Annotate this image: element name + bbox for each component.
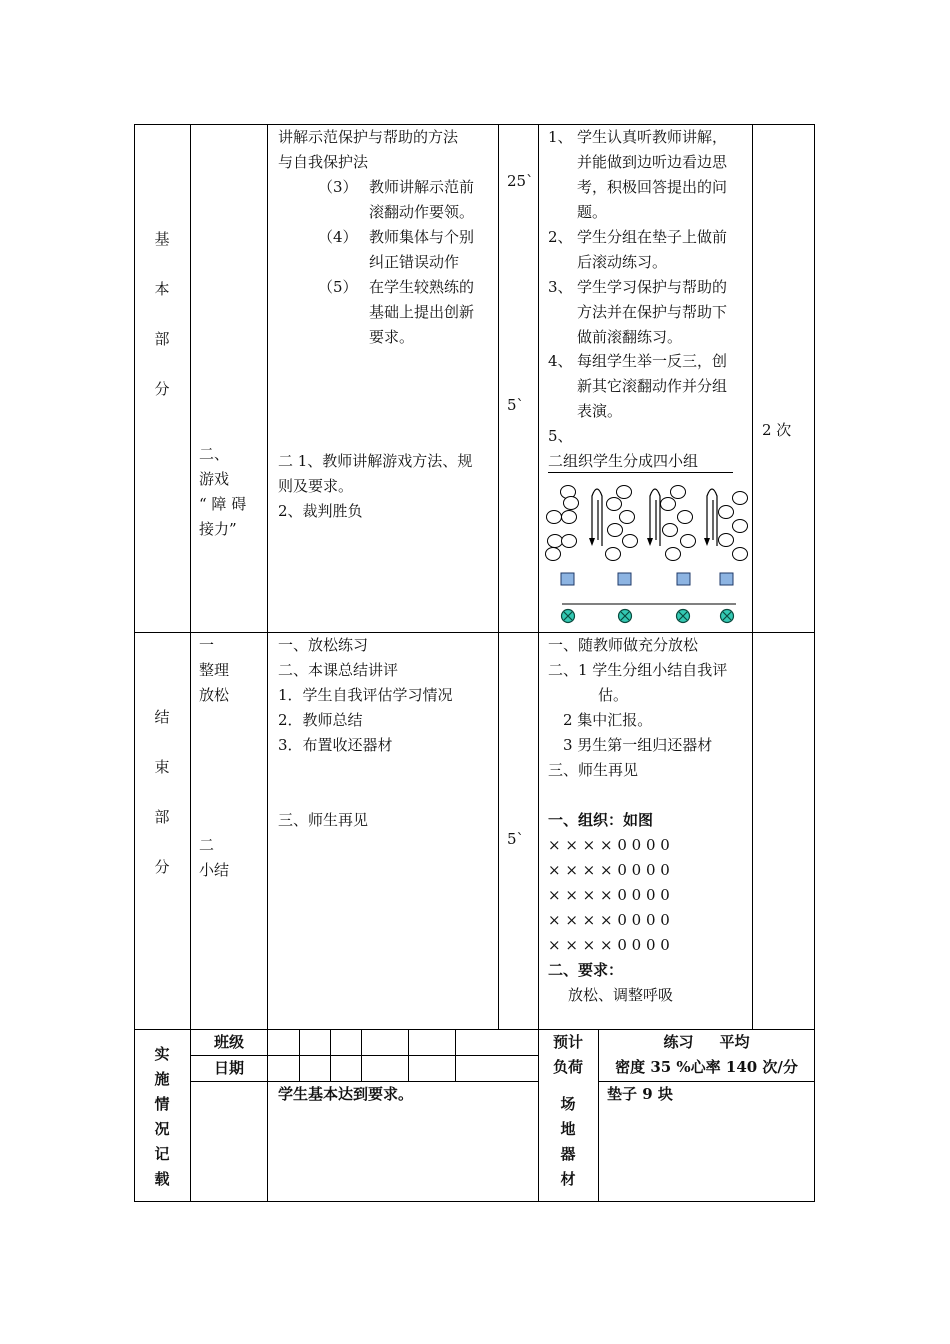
venue-label: 场 地 器 材 bbox=[560, 1095, 576, 1188]
student-circle bbox=[733, 492, 748, 505]
mat-square-icon bbox=[561, 573, 574, 585]
org-text: 二组织学生分成四小组 bbox=[548, 452, 699, 470]
roll-path-icon bbox=[592, 489, 602, 546]
roll-path-icon bbox=[707, 489, 717, 546]
org-title: 一、组织：如图 bbox=[548, 811, 654, 829]
student-circle bbox=[547, 511, 562, 524]
game-content-title: 二、 游戏 “ 障 碍 接力” bbox=[199, 445, 247, 538]
mat-square-icon bbox=[677, 573, 690, 585]
student-circle bbox=[663, 524, 678, 537]
student-circle bbox=[661, 498, 676, 511]
student-circle bbox=[719, 506, 734, 519]
end-content-1: 一 整理 放松 bbox=[199, 636, 230, 704]
student-circle bbox=[564, 497, 579, 510]
summary-text: 学生基本达到要求。 bbox=[278, 1085, 414, 1103]
student-circle bbox=[620, 511, 635, 524]
formation-grid: × × × × 0 0 0 0 × × × × 0 0 0 0 × × × × 0 0 0 0 × × × × 0 0 0 0 × × × × 0 0 0 0 bbox=[548, 836, 670, 954]
student-circle bbox=[562, 535, 577, 548]
time-basic-1: 25` bbox=[507, 172, 534, 190]
date-label: 日期 bbox=[213, 1059, 244, 1077]
roll-path-icon bbox=[650, 489, 660, 546]
record-label: 实 施 情 况 记 载 bbox=[154, 1045, 170, 1188]
mat-square-icon bbox=[618, 573, 631, 585]
student-circle bbox=[617, 486, 632, 499]
student-circle bbox=[719, 534, 734, 547]
end-section-label: 结 束 部 分 bbox=[154, 708, 170, 876]
student-circle bbox=[681, 535, 696, 548]
count-text: 2 次 bbox=[762, 421, 792, 439]
load-label: 预计 负荷 bbox=[552, 1033, 583, 1076]
end-teacher-text: 一、放松练习 二、本课总结讲评 1．学生自我评估学习情况 2．教师总结 3．布置收还器材 三、师生再见 bbox=[278, 636, 453, 829]
time-basic-2: 5` bbox=[507, 396, 525, 414]
student-circle bbox=[562, 511, 577, 524]
student-circle bbox=[607, 498, 622, 511]
teacher-intro: 讲解示范保护与帮助的方法 与自我保护法 bbox=[278, 128, 459, 171]
student-circle bbox=[608, 524, 623, 537]
student-circle bbox=[548, 535, 563, 548]
relay-diagram bbox=[540, 476, 752, 630]
student-circle bbox=[606, 548, 621, 561]
student-circle bbox=[671, 486, 686, 499]
student-circle bbox=[546, 548, 561, 561]
student-circle bbox=[678, 511, 693, 524]
mat-square-icon bbox=[720, 573, 733, 585]
student-circle bbox=[733, 520, 748, 533]
requirements-title: 二、要求： bbox=[548, 961, 624, 979]
basic-section-label: 基 本 部 分 bbox=[154, 230, 170, 398]
student-circle bbox=[733, 548, 748, 561]
student-circle bbox=[666, 548, 681, 561]
student-circle bbox=[623, 535, 638, 548]
venue-value: 垫子 9 块 bbox=[607, 1085, 673, 1103]
class-label: 班级 bbox=[213, 1033, 244, 1051]
requirements-text: 放松、调整呼吸 bbox=[568, 986, 674, 1004]
game-teacher-text: 二 1、教师讲解游戏方法、规 则及要求。 2、裁判胜负 bbox=[278, 452, 473, 520]
load-value: 练习 平均 密度 35 %心率 140 次/分 bbox=[615, 1033, 798, 1076]
end-content-2: 二 小结 bbox=[199, 836, 230, 879]
time-end: 5` bbox=[507, 830, 525, 848]
end-student-text: 一、随教师做充分放松 二、1 学生分组小结自我评 估。 2 集中汇报。 3 男生第一组归还器材 三、师生再见 bbox=[548, 636, 728, 779]
